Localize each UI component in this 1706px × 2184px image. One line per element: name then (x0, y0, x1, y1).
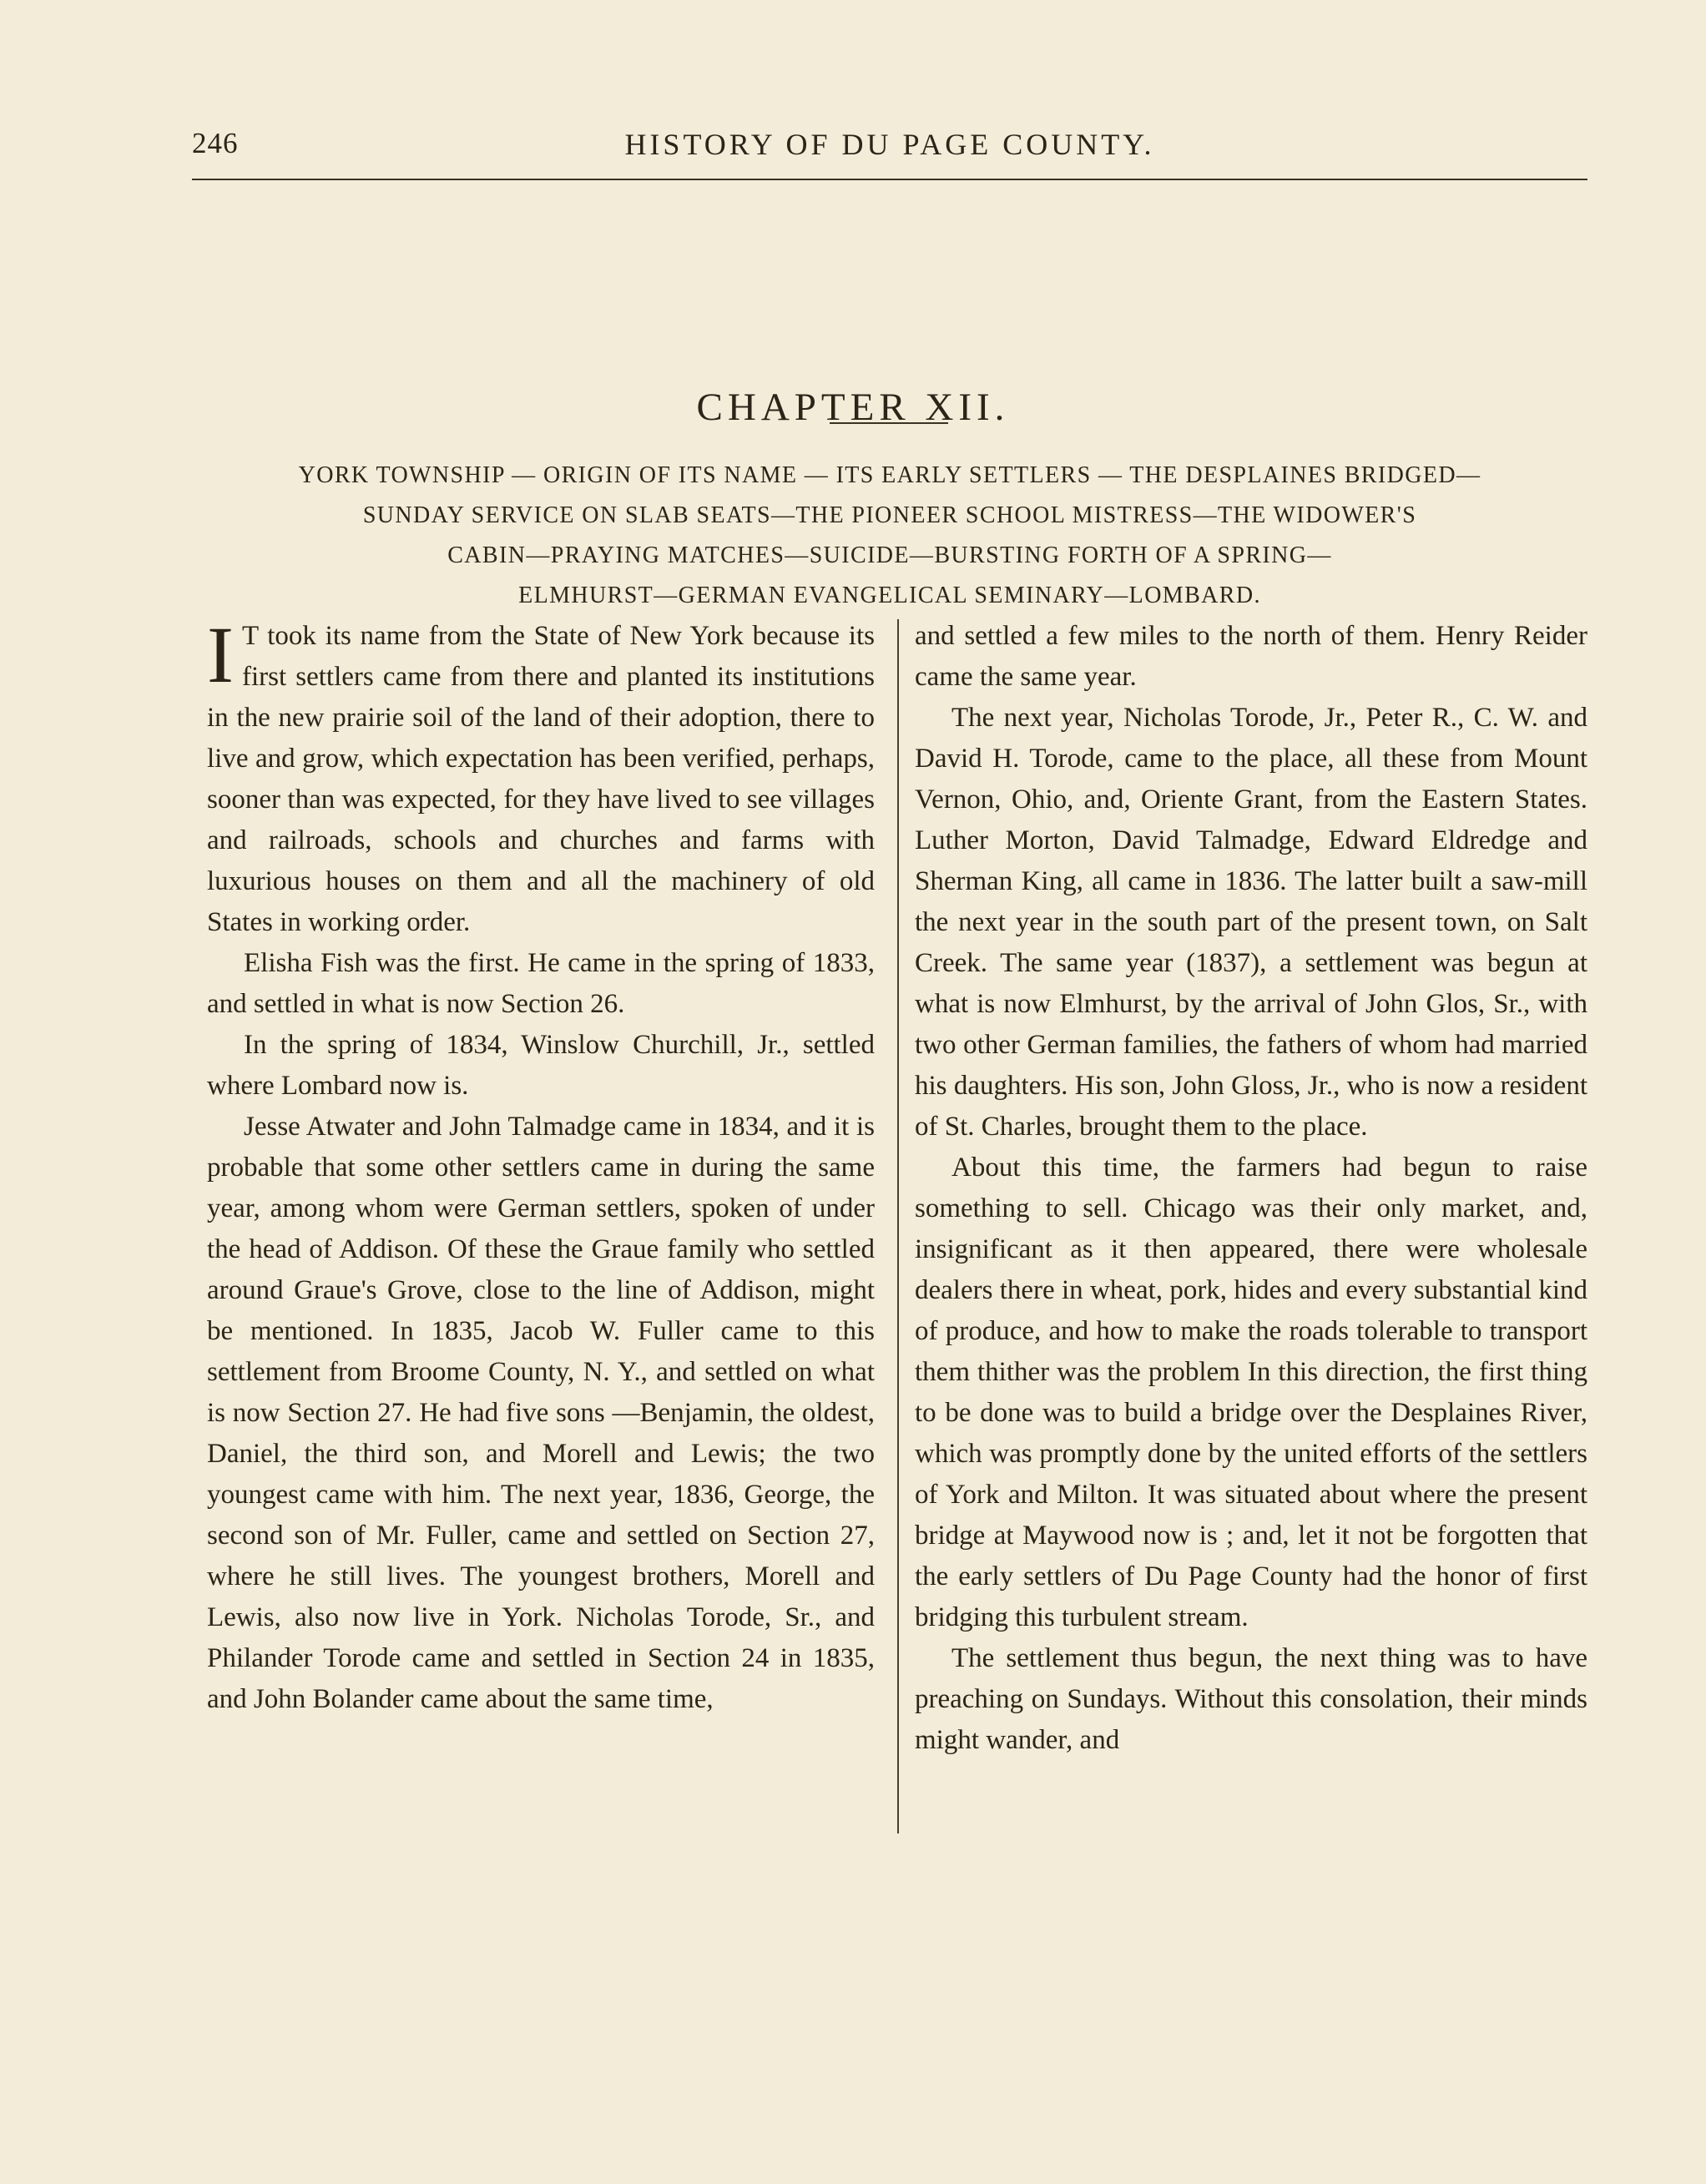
synopsis-line: YORK TOWNSHIP — ORIGIN OF ITS NAME — ITS EARLY SETTLERS — THE DESPLAINES BRIDGED— (298, 462, 1481, 488)
paragraph: The settlement thus begun, the next thing was to have preaching on Sundays. Without this consolation, their minds might wander, and (915, 1643, 1587, 1755)
running-title: HISTORY OF DU PAGE COUNTY. (624, 128, 1155, 161)
drop-cap: I (207, 610, 234, 699)
synopsis-line: CABIN—PRAYING MATCHES—SUICIDE—BURSTING FORTH OF A SPRING— (447, 542, 1332, 568)
synopsis-line: SUNDAY SERVICE ON SLAB SEATS—THE PIONEER SCHOOL MISTRESS—THE WIDOWER'S (362, 502, 1417, 528)
paragraph: About this time, the farmers had begun to raise something to sell. Chicago was their only market, and, insignificant as it then appeared, there were wholesale dealers there in wheat, pork, hides and every substantial kind of produce, and how to make the roads tolerable to transport them thither was the problem In this direction, the first thing to be done was to build a bridge over the Desplaines River, which was promptly done by the united efforts of the settlers of York and Milton. It was situated about where the present bridge at Maywood now is ; and, let it not be forgotten that the early settlers of Du Page County had the honor of first bridging this turbulent stream. (915, 1153, 1587, 1632)
synopsis-line: ELMHURST—GERMAN EVANGELICAL SEMINARY—LOMBARD. (518, 583, 1261, 608)
paragraph (207, 610, 875, 943)
right-column (915, 616, 1587, 1761)
paragraph: In the spring of 1834, Winslow Churchill, Jr., settled where Lombard now is. (207, 1030, 875, 1101)
chapter-title: CHAPTER XII. (696, 386, 1010, 430)
paragraph: Jesse Atwater and John Talmadge came in 1834, and it is probable that some other settlers came in during the same year, among whom were German settlers, spoken of under the head of Addison. Of these the Graue family who settled around Graue's Grove, close to the line of Addison, might be mentioned. In 1835, Jacob W. Fuller came to this settlement from Broome County, N. Y., and settled on what is now Section 27. He had five sons —Benjamin, the oldest, Daniel, the third son, and Morell and Lewis; the two youngest came with him. The next year, 1836, George, the second son of Mr. Fuller, came and settled on Section 27, where he still lives. The youngest brothers, Morell and Lewis, also now live in York. Nicholas Torode, Sr., and Philander Torode came and settled in Section 24 in 1835, and John Bolander came about the same time, (207, 1112, 875, 1714)
column-divider (897, 619, 899, 1833)
chapter-synopsis (192, 456, 1587, 616)
paragraph: and settled a few miles to the north of them. Henry Reider came the same year. (915, 621, 1587, 692)
paragraph: The next year, Nicholas Torode, Jr., Peter R., C. W. and David H. Torode, came to the place, all these from Mount Vernon, Ohio, and, Oriente Grant, from the Eastern States. Luther Morton, David Talmadge, Edward Eldredge and Sherman King, all came in 1836. The latter built a saw-mill the next year in the south part of the present town, on Salt Creek. The same year (1837), a settlement was begun at what is now Elmhurst, by the arrival of John Glos, Sr., with two other German families, the fathers of whom had married his daughters. His son, John Gloss, Jr., who is now a resident of St. Charles, brought them to the place. (915, 703, 1587, 1142)
page-number: 246 (192, 127, 239, 159)
chapter-rule (830, 422, 948, 424)
page-header (192, 125, 1587, 177)
header-rule (192, 179, 1587, 180)
paragraph: Elisha Fish was the first. He came in the spring of 1833, and settled in what is now Section 26. (207, 948, 875, 1019)
left-column (207, 610, 875, 1720)
paragraph-text: T took its name from the State of New York because its first settlers came from there and planted its institutions in the new prairie soil of the land of their adoption, there to live and grow, which expectation has been verified, perhaps, sooner than was expected, for they have lived to see villages and railroads, schools and churches and farms with luxurious houses on them and all the machinery of old States in working order. (207, 621, 875, 937)
